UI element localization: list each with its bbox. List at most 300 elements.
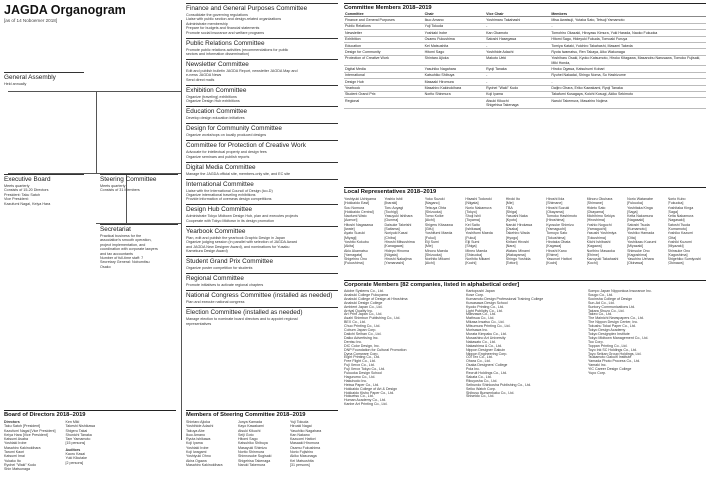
corporate-entry: Chuo Printing Co., Ltd.	[344, 324, 381, 329]
local-rep-entry: [Shiga]	[465, 244, 477, 249]
table-cell: Osamu Fukushima	[424, 36, 486, 42]
table-header: Members	[550, 11, 706, 17]
local-rep-entry: [Miyazaki]	[667, 244, 684, 249]
corporate-entry: Shibusu Bunsenkaku Co., Ltd.	[466, 390, 515, 395]
corporate-entry: Murata Kimpaku Co., Ltd.	[466, 331, 507, 336]
local-rep-entry: Yoshio Ishii	[384, 197, 403, 201]
committee-desc-line: Develop design education initiatives	[186, 116, 245, 121]
corporate-entry: Takeo Co., Ltd.	[588, 312, 613, 317]
committee-desc-line: Manage election to nominate board directors and to appoint regional	[186, 317, 298, 322]
corporate-entry: Tsukamoto Gakuin Institute	[588, 355, 632, 360]
table-cell: Hitomi Sago, Hideyuki Fukuda, Tomoaki Furuya	[550, 36, 706, 42]
directors-list-2	[65, 420, 95, 472]
corporate-entry: The Nippon Design Center, Inc.	[588, 320, 639, 325]
local-reps-column	[506, 197, 544, 266]
corporate-entry: DNP Foundation for Cultural Promotion	[344, 347, 407, 352]
table-header: Committee	[344, 11, 424, 17]
local-rep-entry: Norio Kubo	[667, 197, 686, 201]
steering-member-name: Akira Ogawa	[186, 458, 207, 463]
local-rep-entry: Yoshiyuki Uchiyama	[344, 197, 377, 201]
local-rep-entry: Yoshio Noguchi	[586, 222, 612, 227]
local-rep-entry: [Mie]	[424, 244, 433, 249]
corporate-entry: Sakata Co., Ltd.	[466, 374, 492, 379]
local-rep-entry: [Iwate]	[344, 227, 355, 232]
director-name: Yoshiaki Irobe	[4, 441, 27, 446]
committee-desc	[186, 69, 338, 82]
committee-desc	[186, 133, 338, 137]
corporate-section	[344, 280, 706, 407]
steering-committee-desc	[100, 184, 178, 193]
corporate-entry: Anabuki College Fukuyama	[344, 292, 388, 297]
corporate-entry: Maezawa Co., Ltd.	[466, 312, 496, 317]
local-rep-entry: Hiroki Ito	[505, 197, 520, 201]
committee-title: International Committee	[186, 179, 338, 188]
local-rep-entry: Yoshito Kokubu	[344, 239, 369, 244]
local-rep-entry: Michihimo Sekiya	[586, 214, 615, 219]
table-cell: Ryohei "Waki" Kudo	[485, 85, 550, 91]
corporate-entry: BEX Co., Ltd.	[344, 320, 366, 325]
steering-line: Consists of 31 Members	[100, 188, 140, 193]
steering-member-name: Naruki Takemura	[238, 462, 266, 467]
local-rep-entry: Yoshikazu Kuzumi	[627, 239, 657, 244]
corporate-entry: Daiko Advertising Inc.	[344, 335, 379, 340]
committee-title: Student Grand Prix Committee	[186, 256, 338, 265]
steering-member-name: Shintaro Ajioka	[186, 420, 210, 424]
local-reps-column	[627, 197, 665, 266]
table-cell: -	[550, 79, 706, 85]
local-rep-entry: [Shimane]	[546, 201, 563, 206]
table-cell: Kei Matsushita	[424, 42, 486, 48]
table-cell: Yoshiaki Irobe	[424, 30, 486, 36]
local-rep-entry: [Hokkaido Central]	[344, 209, 374, 214]
local-rep-entry: Shingo Yoshida	[505, 257, 531, 262]
corporate-entry: Mitsumura Printing Co., Ltd.	[466, 324, 511, 329]
auditor-name: Yuki Kikutake	[65, 456, 88, 461]
corporate-entry: Musashino Art University	[466, 335, 506, 340]
local-rep-entry: [Kumamoto]	[667, 227, 687, 232]
corporate-entry: Too Corp.	[588, 339, 604, 344]
local-rep-entry: Yoshiko Hamada	[627, 231, 655, 236]
steering-members-title: Members of Steering Committee 2018–2019	[186, 410, 338, 418]
corporate-entry: Seiko Watch Corp.	[466, 386, 496, 391]
steering-member-name: Yuji Tokuda	[290, 420, 309, 424]
local-rep-entry: Akio Akamatsu	[344, 248, 368, 253]
table-cell: Ryuhei Nakadai, Shingo Noma, So Hashizume	[550, 72, 706, 78]
corporate-entry: Tokyo Design Academy	[588, 328, 626, 333]
table-cell: -	[485, 23, 550, 29]
director-name: Katsumi Imai	[4, 454, 25, 459]
local-rep-entry: [Tokushima]	[586, 235, 606, 240]
local-rep-entry: [Ibaraki]	[384, 201, 398, 206]
local-rep-entry: [Hyogo]	[505, 235, 519, 240]
local-rep-entry: [Kochi]	[586, 261, 598, 266]
table-cell: Exhibition	[344, 36, 424, 42]
steering-member-name: Koji Iwagami	[186, 450, 207, 455]
committee-desc-line: Provide information of overseas design competitions	[186, 197, 272, 202]
committee-block	[186, 179, 338, 202]
steering-member-name: Katsuhiko Shibuya	[238, 441, 268, 446]
table-cell: Regional	[344, 98, 424, 109]
local-rep-entry: Yoshitaka Kinga	[627, 205, 653, 210]
committee-desc-line: representatives	[186, 321, 212, 326]
local-rep-entry: Satoshi Tsuda	[667, 222, 691, 227]
steering-member-name: Takuya Abe	[186, 428, 205, 433]
local-rep-entry: Eiji Sumi	[424, 239, 439, 244]
corporate-entry: Art Print Japan Co., Ltd.	[344, 312, 383, 317]
local-rep-entry: [Tokyo]	[465, 209, 477, 214]
table-cell: Makoto Ueki	[485, 55, 550, 66]
local-rep-entry: [Okinawa]	[667, 261, 684, 266]
table-cell: International	[344, 72, 424, 78]
local-rep-entry: [Akita]	[344, 244, 354, 249]
corporate-entry: Fuji Xerox Tokyo Co., Ltd.	[344, 367, 386, 372]
local-reps-title: Local Representatives 2018–2019	[344, 187, 706, 195]
local-rep-entry: Shinsuke Ono	[667, 248, 691, 253]
committee-desc-line: and JAGDA New Designer Award), and nominations for Yusaku	[186, 244, 290, 249]
director-name: [15 persons]	[65, 441, 86, 446]
committee-desc	[186, 150, 338, 159]
local-rep-entry: [Ehime]	[546, 252, 559, 257]
local-rep-entry: [Miyazaki]	[627, 244, 644, 249]
table-cell: Newsletter	[344, 30, 424, 36]
director-name: Tarumi Kaori	[4, 450, 25, 455]
committee-desc-line: Promote public relations activities (recommendations for public	[186, 47, 289, 52]
local-rep-entry: Hideto Sato	[586, 205, 606, 210]
local-rep-entry: Hitoshi Nagasawa	[344, 222, 373, 227]
committees-column	[186, 3, 338, 329]
committee-desc-line: Send direct mails	[186, 77, 215, 82]
local-rep-entry: [Hiroshima]	[546, 218, 565, 223]
local-rep-entry: [Aichi]	[424, 218, 435, 223]
local-rep-entry: [Nagasaki]	[627, 218, 645, 223]
table-cell: Ikuo Amano	[424, 17, 486, 23]
local-rep-entry: [Shiga]	[505, 209, 517, 214]
local-rep-entry: [Aomori]	[344, 218, 358, 223]
local-rep-entry: [Kagoshima]	[667, 252, 688, 257]
committee-desc-line: Organize seminars and publish reports	[186, 154, 250, 159]
local-rep-entry: Tomoyo Sato	[546, 231, 568, 236]
steering-member-name: Hiroaki Nagai	[290, 424, 312, 429]
committee-desc-line: Promote social insurance and welfare programs	[186, 30, 265, 35]
local-rep-entry: Shoji Ishii	[465, 214, 481, 219]
director-name: Takeshi Nishikawa	[65, 424, 96, 429]
connector-line	[8, 91, 181, 92]
table-cell: Kan Okamoto	[485, 30, 550, 36]
committee-block	[186, 204, 338, 223]
corporate-entry: Eight Printing Co., Ltd.	[344, 355, 380, 360]
general-assembly-title: General Assembly	[4, 72, 84, 81]
committee-members-table	[344, 11, 706, 109]
corporate-entry: Sougo Co., Ltd.	[588, 292, 613, 297]
local-rep-entry: Minoru Maeda	[424, 248, 448, 253]
steering-member-name: Norio Fujishiro	[290, 450, 314, 455]
local-rep-entry: Yoshiko Kazumi	[667, 231, 693, 236]
director-name: Ken Miki	[65, 420, 80, 424]
local-rep-entry: [Hiroshima]	[586, 218, 605, 223]
table-cell: Hiroko Ogawa, Katsuhumi Kobari	[550, 66, 706, 72]
local-rep-entry: [Nara]	[505, 244, 516, 249]
corporate-entry: Ohara Co., Ltd.	[466, 359, 491, 364]
table-cell: Design Hub	[344, 79, 424, 85]
committee-desc-line: Plan and execute national congress	[186, 300, 245, 305]
secretariat-desc	[100, 234, 178, 269]
local-rep-entry: [Yamaguchi]	[586, 227, 607, 232]
corporate-entry: Socinsha College of Design	[588, 296, 633, 301]
corporate-entry: Kuwasawa Design School	[466, 300, 508, 305]
steering-member-name: Kei Matsushita	[290, 458, 314, 463]
corporate-entry: Arrival Quality Inc.	[344, 308, 374, 313]
local-rep-entry: [Fukuoka]	[627, 201, 643, 206]
committee-block	[186, 106, 338, 120]
local-rep-entry: Norihito Mikami	[465, 257, 491, 262]
corporate-entry: Ambient Japan Co., Ltd.	[344, 304, 383, 309]
corporate-entry: Free Flight Co., Ltd.	[344, 359, 376, 364]
steering-members-column	[238, 420, 286, 467]
corporate-entry: Rikuyosha Co., Ltd.	[466, 378, 498, 383]
local-rep-entry: [Yamanashi]	[384, 261, 405, 266]
local-rep-entry: [Toyama]	[465, 218, 480, 223]
director-name: Shigeru Takai	[65, 428, 88, 433]
committee-desc-line: Liaise with public section and design-related organizations	[186, 17, 282, 22]
table-cell: -	[485, 42, 550, 48]
committee-members-section	[344, 3, 706, 109]
corporate-entry: Toyo Ink SC Holdings Co., Ltd.	[588, 347, 637, 352]
committee-title: Digital Media Committee	[186, 162, 338, 171]
committee-desc-line: Kamekura Design Award)	[186, 249, 228, 254]
local-rep-entry: Kyosuke Shimizu	[546, 222, 574, 227]
corporate-entry: Mathsua Co., Ltd.	[466, 316, 495, 321]
steering-committee-title: Steering Committee	[100, 174, 178, 183]
directors-label: Directors	[4, 420, 20, 424]
steering-member-name: Yoshiaki Irobe	[186, 445, 209, 450]
local-rep-entry: Hiroshi Iida	[546, 197, 565, 201]
local-rep-entry: [Hokkaido East]	[344, 201, 370, 206]
local-reps-column	[465, 197, 503, 266]
corporate-entry: Dentsu Inc.	[344, 339, 363, 344]
corporate-column	[466, 290, 584, 407]
table-cell: Norito Shinmura	[424, 91, 486, 97]
committee-block	[186, 256, 338, 270]
table-cell: Tomiya Kataki, Yuichiro Takahashi, Masami Takeda	[550, 42, 706, 48]
local-rep-entry: [Ehime]	[586, 252, 599, 257]
committee-block	[186, 140, 338, 159]
secretariat-line: coordination with corporate lawyers	[100, 247, 158, 252]
committee-desc	[186, 214, 338, 223]
executive-board-line: Meets quarterly	[4, 184, 30, 188]
local-rep-entry: Yasuhiro Uehara	[627, 257, 654, 262]
corporate-entry: Yupo Corp.	[588, 371, 606, 376]
steering-member-name: Atsuki Kikuchi	[238, 428, 261, 433]
table-cell: Public Relations	[344, 23, 424, 29]
local-rep-entry: [Yamagata]	[344, 252, 363, 257]
local-reps-column	[384, 197, 422, 266]
local-rep-entry: [Kagoshima]	[627, 252, 648, 257]
table-cell: Yuji Tokuda	[424, 23, 486, 29]
local-rep-entry: Takehiro Wada	[505, 231, 530, 236]
local-rep-entry: [Shimane]	[586, 201, 603, 206]
secretariat-title: Secretariat	[100, 224, 178, 233]
steering-member-name: Norito Shinmura	[238, 450, 264, 455]
table-cell: Takafumi Kusagaya, Koichi Kosugi, Akiko Sekimoto	[550, 91, 706, 97]
steering-member-name: Yoshihide Adachi	[186, 424, 214, 429]
table-cell: Design for Community	[344, 49, 424, 55]
table-cell: Ryota Iwamatsu, Ren Takaya, Aiko Wakunaga	[550, 49, 706, 55]
local-rep-entry: [Tottori]	[505, 261, 518, 266]
committee-title: Yearbook Committee	[186, 226, 338, 235]
local-rep-entry: Wataru Minami	[505, 248, 530, 253]
corporate-entry: Hokuetsu Co., Ltd.	[344, 394, 374, 399]
local-rep-entry: Ayato Suzuki	[344, 231, 365, 236]
table-header: Vice Chair	[485, 11, 550, 17]
committee-block	[186, 85, 338, 104]
committee-desc	[186, 266, 338, 270]
director-name: Yukako Ito	[4, 458, 21, 463]
steering-member-name: Akiko Masunaga	[290, 454, 317, 459]
local-rep-entry: [Kumamoto]	[627, 227, 647, 232]
local-rep-entry: [Okayama]	[586, 209, 605, 214]
local-rep-entry: [Saga]	[667, 209, 678, 214]
local-rep-entry: Hiroshi Nakajima	[384, 257, 412, 262]
steering-member-name: Masaaki Hiromura	[290, 441, 320, 446]
local-rep-entry: [Shizuoka]	[465, 252, 483, 257]
local-rep-entry: [Okinawa]	[627, 261, 644, 266]
local-reps-column	[425, 197, 463, 266]
committee-title: Exhibition Committee	[186, 85, 338, 94]
table-cell: Finance and General Purposes	[344, 17, 424, 23]
local-rep-entry: [Mie]	[505, 201, 514, 206]
steering-member-name: Seiji Goto	[238, 432, 254, 437]
corporate-entry: Adobe Systems Co., Ltd.	[344, 289, 384, 293]
corporate-entry: Asahi Shimbun Publishing Co., Ltd.	[344, 316, 401, 321]
corporate-entry: Osaka Designers' College	[466, 363, 508, 368]
corporate-entry: Nippon Designer Gakuin	[466, 347, 506, 352]
table-row	[344, 98, 706, 109]
local-rep-entry: Yasunori Hattori	[546, 257, 572, 262]
steering-member-name: Shigehisa Takenaga	[238, 458, 271, 463]
committee-title: Election Committee (installed as needed)	[186, 307, 338, 316]
local-rep-entry: Norio Nakamura	[465, 205, 492, 210]
committee-desc	[186, 236, 338, 254]
steering-member-name: Shinnosuke Sugisaki	[238, 454, 272, 459]
local-rep-entry: Hideyo Hinoma	[384, 248, 410, 253]
corporate-entry: Nakashima & Co., Ltd.	[466, 343, 502, 348]
steering-member-name: Kan Nakano	[290, 432, 310, 437]
secretariat-line: Osako	[100, 264, 111, 269]
steering-member-name: Yoshiyuki Ohno	[186, 454, 211, 459]
local-rep-entry: [Kochi]	[546, 261, 558, 266]
local-rep-entry: Hisashi Todoroki	[465, 197, 492, 201]
local-rep-entry: Tomoko Hashimoto	[546, 214, 577, 219]
director-name: Shunichi Tanaka	[65, 432, 92, 437]
committee-desc	[186, 13, 338, 35]
committee-desc	[186, 172, 338, 176]
committee-title: National Congress Committee (installed as needed)	[186, 290, 338, 299]
corporate-entry: Toyo Seikan Group Holdings, Ltd.	[588, 351, 642, 356]
corporate-entry: Hagurumo Co., Ltd.	[344, 374, 376, 379]
table-cell: Masahiro Kakinokihara	[424, 85, 486, 91]
local-rep-entry: [Gifu]	[424, 227, 434, 232]
table-cell: Student Grand Prix	[344, 91, 424, 97]
table-cell	[424, 98, 486, 109]
director-name: Tam Yamamoto	[65, 437, 91, 442]
steering-members-column	[290, 420, 338, 467]
corporate-entry: Kanbe Art Printing Co., Ltd.	[344, 402, 388, 407]
auditors-label: Auditors	[65, 447, 81, 452]
director-name: Katsumi Asaba	[4, 437, 28, 442]
local-rep-entry: [Oita]	[667, 235, 677, 240]
committee-desc-line: Organize poster competition for students	[186, 266, 253, 271]
local-rep-entry: [Wakayama]	[505, 252, 526, 257]
corporate-entry: Morisawa Inc.	[466, 328, 489, 333]
committee-desc-line: Manage the JAGDA official site, members-only site, and EC site	[186, 171, 291, 176]
corporate-column	[588, 290, 706, 407]
corporate-title: Corporate Members [82 companies, listed in alphabetical order]	[344, 280, 706, 288]
committee-desc-line: Plan, edit and publish the yearbook Graphic Design in Japan	[186, 235, 286, 240]
steering-member-name: Yasuhiko Nagahara	[290, 428, 322, 433]
local-rep-entry: Tomo Koike	[424, 214, 444, 219]
local-rep-entry: Naofumi Wato	[344, 214, 367, 219]
committee-desc-line: e-news JAGDA News	[186, 73, 222, 78]
table-cell: Shintaro Ajioka	[424, 55, 486, 66]
secretariat-line: Practical business for the	[100, 234, 142, 238]
local-rep-entry: [Gunma]	[384, 218, 399, 223]
table-cell: Satoshi Hasegawa	[485, 36, 550, 42]
steering-member-name: [31 persons]	[290, 462, 310, 467]
local-rep-entry: [Nagano]	[424, 201, 440, 206]
table-cell: Naruki Takemura, Masahiro Nojima	[550, 98, 706, 109]
corporate-entry: Hakuhodo Inc.	[344, 378, 368, 383]
table-cell: Tomohiro Okazaki, Hiroyasu Kimura, Yuki Harada, Naoko Fukuoka	[550, 30, 706, 36]
secretariat-line: association's smooth operation,	[100, 238, 152, 243]
table-cell: Masaaki Hiromura	[424, 79, 486, 85]
committee-title: Finance and General Purposes Committee	[186, 3, 338, 12]
local-rep-entry: [Ishikawa]	[465, 227, 482, 232]
steering-member-name: Hitomi Sago	[238, 437, 258, 442]
local-rep-entry: Yoshiki Kuzumi	[667, 239, 692, 244]
table-cell: Yoshiharu Osaki, Kyoko Katsumoto, Hiroko Kitagawa, Masanobu Narusawa, Tomoko Fujisaki, Miki Honda,	[550, 55, 706, 66]
corporate-entry: Yamada Photo Process Co., Ltd.	[588, 359, 641, 364]
corporate-entry: Sompo Japan Nipponkoa Insurance Inc.	[588, 289, 652, 293]
local-rep-entry: [Shizuoka]	[424, 209, 442, 214]
committee-desc-line: Advocate for intellectual property and design fees	[186, 150, 267, 155]
corporate-entry: Anabuki Design College	[344, 300, 383, 305]
committee-block	[186, 307, 338, 326]
secretariat	[100, 224, 178, 269]
director-name: Kazufumi Nagai [Vice President]	[4, 428, 56, 433]
secretariat-line: project implementation, and	[100, 242, 146, 247]
local-rep-entry: [Okayama]	[546, 209, 564, 214]
local-rep-entry: [Fukushima]	[344, 261, 364, 266]
committee-desc-line: Edit and publish bulletin JAGDA Report, newsletter JAGDA Map and	[186, 69, 298, 74]
local-rep-entry: Shinsuke Ono	[627, 248, 650, 253]
committee-desc-line: sectors and information dissemination)	[186, 52, 250, 57]
steering-member-name: Koji Iyama	[186, 441, 203, 446]
corporate-entry: Fuji Xerox Co., Ltd.	[344, 363, 375, 368]
table-row	[344, 55, 706, 66]
corporate-entry: Recruit Holdings Co., Ltd.	[466, 371, 507, 376]
board-title: Board of Directors 2018–2019	[4, 410, 176, 418]
corporate-entry: YIC Career Design College	[588, 367, 632, 372]
table-cell: -	[485, 79, 550, 85]
committee-desc	[186, 283, 338, 287]
steering-member-name: Masayuki Shimizu	[238, 445, 267, 450]
steering-member-name: Osamu Fukushima	[290, 445, 321, 450]
corporate-entry: Kose Corp.	[466, 292, 484, 297]
committee-title: Newsletter Committee	[186, 59, 338, 68]
corporate-entry: DIC Color Design, Inc.	[344, 343, 380, 348]
corporate-entry: Toppan Printing Co., Ltd.	[588, 343, 628, 348]
local-rep-entry: [Kagawa]	[546, 244, 562, 249]
